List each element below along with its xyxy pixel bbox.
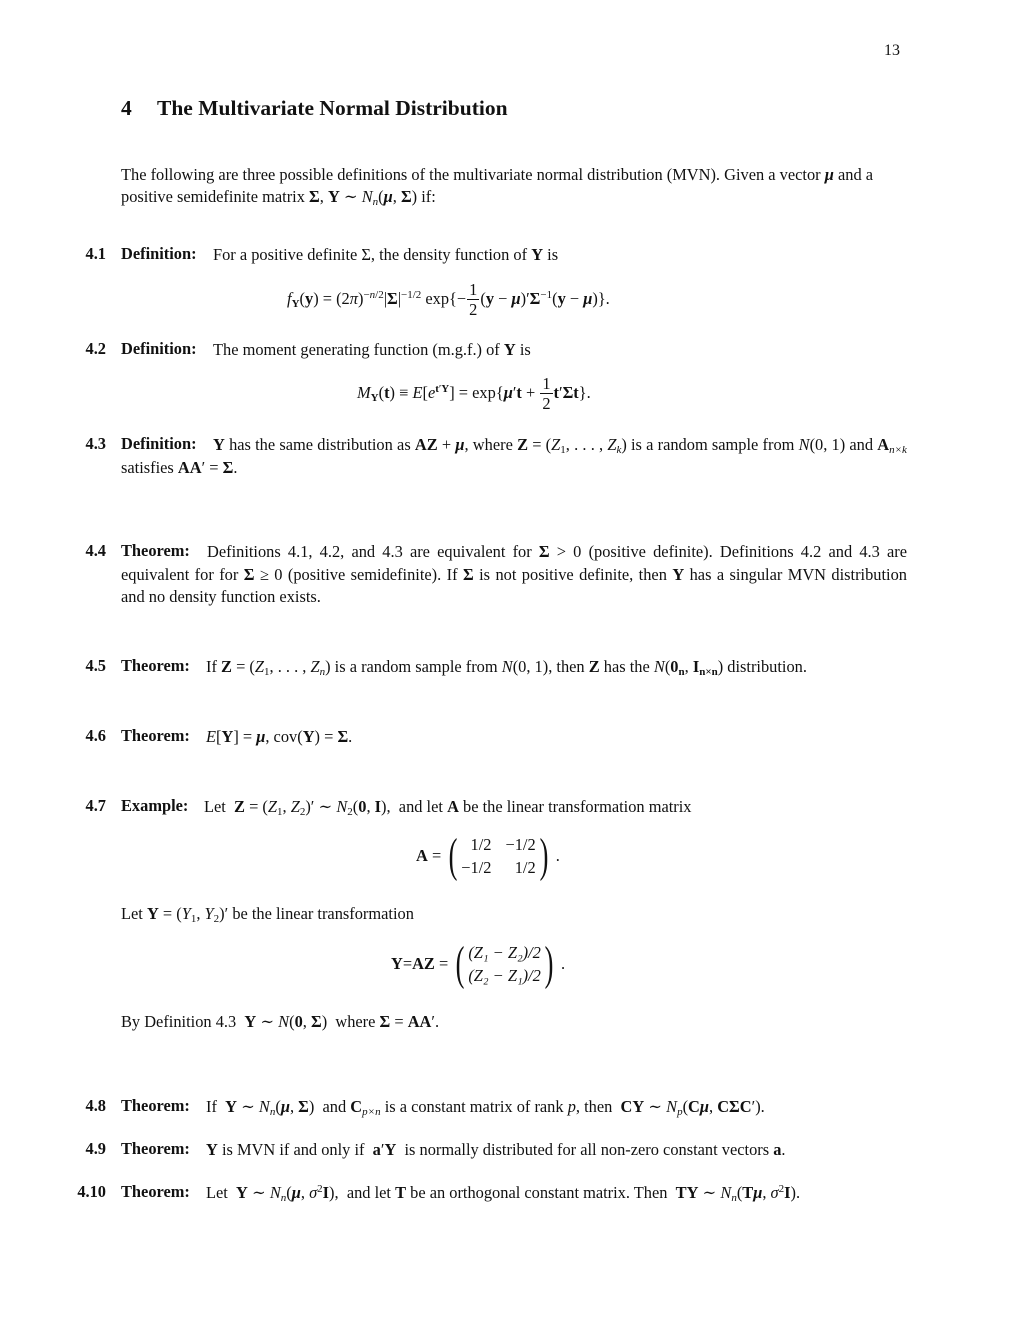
- item-label: Example:: [121, 796, 189, 815]
- item-text: Let $Z = (Z_1$, $Z_2)'$ ∼ $N_2(0$, I), and let A be the linear transformation matrix: [204, 797, 692, 818]
- density-equation: $f_Y(y) = (2\pi)^{-n/2}|\Sigma|^{-1/2}$ exp{− $\frac{1}{2}$ $(y - \mu)'\Sigma^{-1}(y - \mu)$}.: [287, 280, 610, 319]
- item-label: Theorem:: [121, 1139, 190, 1158]
- item-text: If $Z = (Z_1$, . . . , $Z_n$) is a random sample from N(0, 1), then Z has the $N(0_n$, $I_{n\times n}$) distribution.: [206, 657, 807, 678]
- item-number: 4.8: [85, 1096, 106, 1115]
- matrix-AZ-equation: Y = AZ = ( (Z₁ − Z₂)/2 (Z₂ − Z₁)/2 ) .: [391, 937, 566, 990]
- item-number: 4.10: [77, 1182, 106, 1201]
- item-text: E[Y] = μ, cov(Y) = Σ.: [206, 727, 353, 746]
- section-heading: [121, 96, 508, 121]
- section-title: The Multivariate Normal Distribution: [157, 96, 508, 120]
- item-number: 4.9: [85, 1139, 106, 1158]
- item-number: 4.5: [85, 656, 106, 675]
- item-label: Definition:: [121, 244, 197, 263]
- example-4-7-text-2: Let $Y = (Y_1$, $Y_2)'$ be the linear transformation: [121, 904, 414, 925]
- item-text: Definitions 4.1, 4.2, and 4.3 are equivalent for Σ > 0 (positive definite). Definitions 4.2 and 4.3 are equivalent for for Σ ≥ 0 (positive semidefinite). If Σ is not positive definite, then Y has a singular MVN distribution and no density function exists.: [121, 542, 907, 606]
- intro-paragraph: The following are three possible definitions of the multivariate normal distribution (MVN). Given a vector μ and a positive semidefinite matrix Σ, Y ∼ $N_n(\mu$, Σ) if:: [121, 165, 874, 208]
- item-number: 4.7: [85, 796, 106, 815]
- item-text: The moment generating function (m.g.f.) of Y is: [213, 340, 531, 359]
- intro-text-1: The following are three possible definitions of the multivariate normal distribution (MVN). Given a vector: [121, 165, 821, 184]
- intro-text-2: and a positive semidefinite matrix: [121, 165, 874, 206]
- item-label: Theorem:: [121, 1096, 190, 1115]
- item-text: If Y ∼ $N_n(\mu$, Σ) and $C_{p\times n}$ is a constant matrix of rank p, then CY ∼ $N_p(C\mu$, CΣC′).: [206, 1097, 765, 1118]
- section-number: 4: [121, 96, 132, 120]
- page-number: 13: [884, 42, 900, 59]
- item-label: Theorem:: [121, 541, 190, 560]
- item-number: 4.1: [85, 244, 106, 263]
- item-text: Let Y ∼ $N_n(\mu$, $\sigma^2I$), and let T be an orthogonal constant matrix. Then TY ∼ $N_n(T\mu$, $\sigma^2I$).: [206, 1183, 801, 1204]
- item-text: Y has the same distribution as AZ + μ, where $Z = (Z_1$, . . . , $Z_k$) is a random sample from N(0, 1) and $A_{n\times k}$ satisfies AA′ = Σ.: [121, 435, 907, 477]
- example-4-7-text-3: By Definition 4.3 Y ∼ N(0, Σ) where Σ = AA′.: [121, 1012, 440, 1031]
- intro-text-3: if:: [421, 187, 436, 206]
- matrix-A-equation: A = ( 1/2 −1/2 −1/2 1/2 ) .: [416, 829, 560, 882]
- matrix-AZ: (Z₁ − Z₂)/2 (Z₂ − Z₁)/2: [468, 942, 541, 985]
- item-number: 4.4: [85, 541, 106, 560]
- mgf-equation: $M_Y(t) \equiv E[e^{t'Y}] = \exp\{\mu't$ + $\frac{1}{2}$ t′Σt}.: [357, 374, 591, 413]
- item-label: Theorem:: [121, 656, 190, 675]
- item-label: Theorem:: [121, 726, 190, 745]
- item-number: 4.6: [85, 726, 106, 745]
- matrix-A: 1/2 −1/2 −1/2 1/2: [461, 834, 536, 877]
- item-text: Y is MVN if and only if a′Y is normally distributed for all non-zero constant vectors a.: [206, 1140, 786, 1159]
- item-number: 4.2: [85, 339, 106, 358]
- item-label: Theorem:: [121, 1182, 190, 1201]
- item-label: Definition:: [121, 434, 197, 453]
- item-number: 4.3: [85, 434, 106, 453]
- item-text: For a positive definite Σ, the density function of Y is: [213, 245, 559, 264]
- item-label: Definition:: [121, 339, 197, 358]
